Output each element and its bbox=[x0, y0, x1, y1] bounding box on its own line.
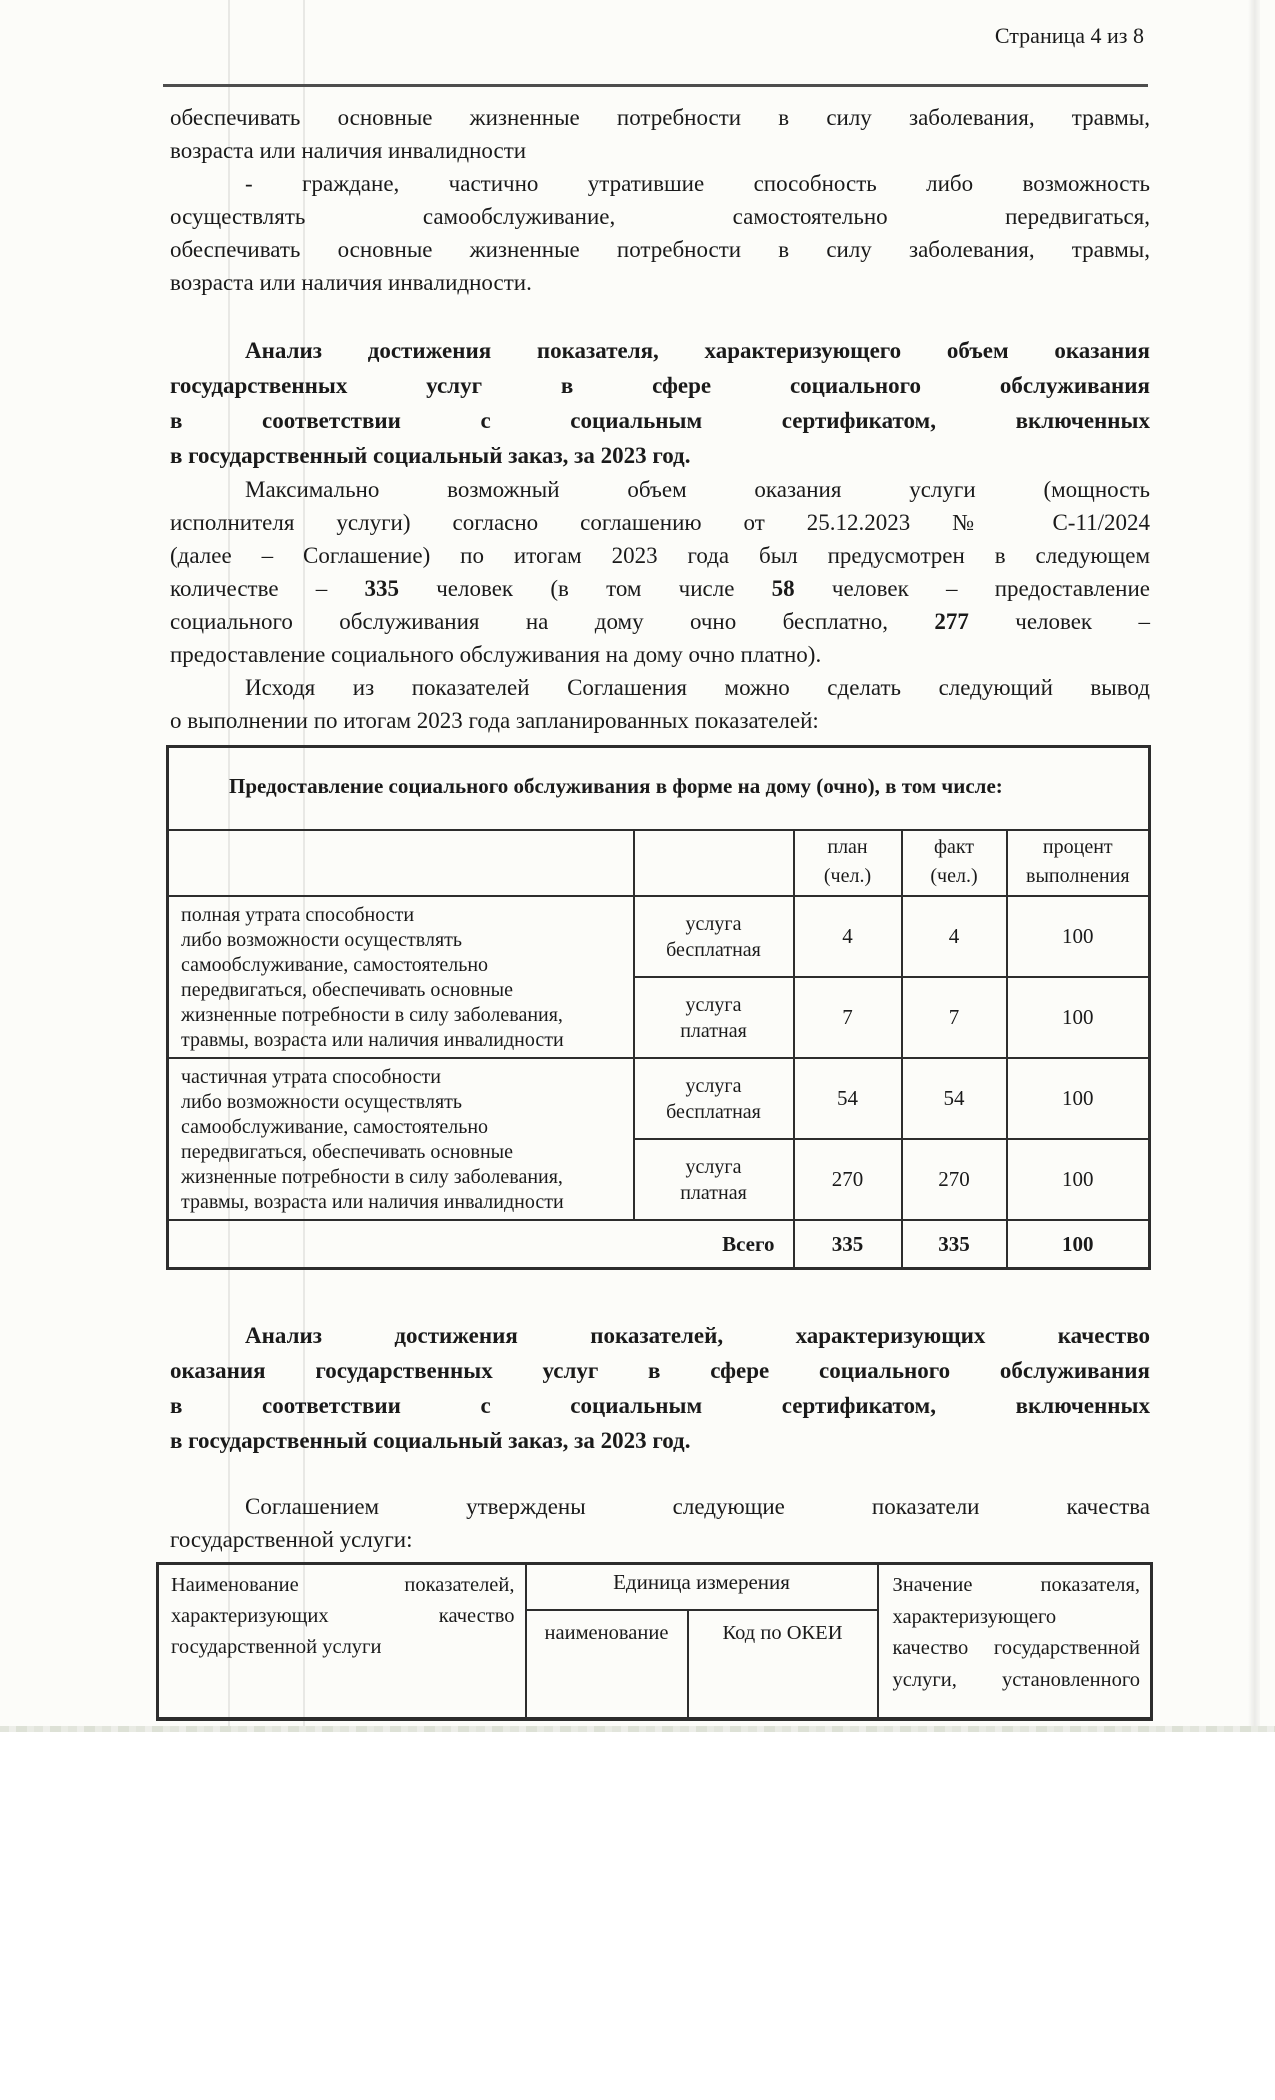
text-line: либо возможности осуществлять bbox=[181, 1091, 463, 1113]
section-heading-quality bbox=[170, 1318, 1150, 1458]
quality-table bbox=[156, 1562, 1153, 1721]
percent-value: 100 bbox=[1007, 896, 1150, 977]
page-content bbox=[170, 0, 1150, 1721]
text-line: обеспечивать основные жизненные потребности в силу заболевания, травмы, bbox=[170, 105, 1150, 130]
service-cell bbox=[634, 977, 794, 1058]
volume-table-header-row bbox=[168, 830, 1150, 896]
text-line: характеризующего bbox=[892, 1605, 1057, 1628]
volume-table-title-row bbox=[168, 747, 1150, 831]
text-line: план bbox=[827, 836, 868, 858]
page-number: Страница 4 из 8 bbox=[994, 23, 1144, 48]
header-divider-rule bbox=[163, 84, 1148, 87]
text-line: оказания государственных услуг в сфере социального обслуживания bbox=[170, 1358, 1150, 1383]
text-line: характеризующих качество bbox=[171, 1605, 515, 1627]
text-line: частичная утрата способности bbox=[181, 1066, 441, 1088]
volume-table bbox=[166, 745, 1151, 1270]
indicator-name-header-cell bbox=[158, 1564, 526, 1720]
text-line: самообслуживание, самостоятельно bbox=[181, 954, 489, 976]
plan-value: 7 bbox=[794, 977, 902, 1058]
text-line: Наименование показателей, bbox=[171, 1574, 515, 1596]
text-line: услуга bbox=[685, 912, 742, 935]
volume-table-title: Предоставление социального обслуживания в форме на дому (очно), в том числе: bbox=[168, 747, 1150, 831]
text-line: государственной услуги bbox=[171, 1636, 382, 1658]
quality-table-header-row bbox=[158, 1564, 1152, 1611]
text-line: платная bbox=[680, 1019, 747, 1042]
unit-name-subheader-cell: наименование bbox=[526, 1610, 688, 1719]
percent-value: 100 bbox=[1007, 977, 1150, 1058]
text-line: Исходя из показателей Соглашения можно сделать следующий вывод bbox=[245, 675, 1150, 700]
text-line: бесплатная bbox=[666, 938, 761, 961]
service-cell bbox=[634, 1058, 794, 1139]
header-category-cell bbox=[168, 830, 634, 896]
service-cell bbox=[634, 896, 794, 977]
service-cell bbox=[634, 1139, 794, 1220]
header-percent-cell bbox=[1007, 830, 1150, 896]
text-line: возраста или наличия инвалидности. bbox=[170, 270, 532, 295]
plan-value: 4 bbox=[794, 896, 902, 977]
text-line: услуга bbox=[685, 1155, 742, 1178]
volume-table-total-row bbox=[168, 1220, 1150, 1269]
total-fact-value: 335 bbox=[902, 1220, 1007, 1269]
text-line: передвигаться, обеспечивать основные bbox=[181, 1141, 513, 1163]
text-line: либо возможности осуществлять bbox=[181, 929, 463, 951]
unit-of-measure-header-cell: Единица измерения bbox=[526, 1564, 878, 1611]
text-line: исполнителя услуги) согласно соглашению от 25.12.2023 № С-11/2024 bbox=[170, 510, 1150, 535]
fact-value: 54 bbox=[902, 1058, 1007, 1139]
total-label: Всего bbox=[168, 1220, 794, 1269]
text-line: жизненные потребности в силу заболевания, bbox=[181, 1166, 563, 1188]
paper-bottom-edge bbox=[0, 1726, 1275, 1732]
text-line: государственной услуги: bbox=[170, 1527, 413, 1552]
text-line: качество государственной bbox=[892, 1637, 1140, 1659]
plan-value: 270 bbox=[794, 1139, 902, 1220]
header-fact-cell bbox=[902, 830, 1007, 896]
text-line: (чел.) bbox=[930, 865, 978, 887]
text-line: осуществлять самообслуживание, самостоятельно передвигаться, bbox=[170, 204, 1150, 229]
text-line: полная утрата способности bbox=[181, 904, 415, 926]
paragraph-needs-full bbox=[170, 101, 1150, 167]
text-line: травмы, возраста или наличия инвалидности bbox=[181, 1029, 564, 1051]
text-line: платная bbox=[680, 1181, 747, 1204]
plan-value: 54 bbox=[794, 1058, 902, 1139]
text-line: в соответствии с социальным сертификатом, включенных bbox=[170, 408, 1150, 433]
total-plan-value: 335 bbox=[794, 1220, 902, 1269]
indicator-value-header-cell bbox=[878, 1564, 1152, 1720]
percent-value: 100 bbox=[1007, 1139, 1150, 1220]
text-line: Анализ достижения показателей, характеризующих качество bbox=[245, 1323, 1150, 1348]
fact-value: 7 bbox=[902, 977, 1007, 1058]
category-cell-full-loss bbox=[168, 896, 634, 1058]
category-cell-partial-loss bbox=[168, 1058, 634, 1220]
text-line: Соглашением утверждены следующие показатели качества bbox=[245, 1494, 1150, 1519]
text-line: в государственный социальный заказ, за 2023 год. bbox=[170, 1428, 691, 1453]
header-plan-cell bbox=[794, 830, 902, 896]
okei-code-subheader-cell: Код по ОКЕИ bbox=[688, 1610, 878, 1719]
text-line: услуги, установленного bbox=[892, 1668, 1140, 1691]
text-line: в государственный социальный заказ, за 2023 год. bbox=[170, 443, 691, 468]
text-line: травмы, возраста или наличия инвалидности bbox=[181, 1191, 564, 1213]
text-line: передвигаться, обеспечивать основные bbox=[181, 979, 513, 1001]
section-heading-volume bbox=[170, 333, 1150, 473]
text-line: возраста или наличия инвалидности bbox=[170, 138, 527, 163]
scan-right-edge-shadow bbox=[1248, 0, 1260, 1728]
text-line: бесплатная bbox=[666, 1100, 761, 1123]
text-line: о выполнении по итогам 2023 года запланированных показателей: bbox=[170, 708, 819, 733]
paragraph-citizens-partial bbox=[170, 167, 1150, 299]
percent-value: 100 bbox=[1007, 1058, 1150, 1139]
text-line: государственных услуг в сфере социального обслуживания bbox=[170, 373, 1150, 398]
table-row bbox=[168, 1058, 1150, 1139]
text-line: процент bbox=[1042, 836, 1113, 858]
text-line: услуга bbox=[685, 1074, 742, 1097]
fact-value: 270 bbox=[902, 1139, 1007, 1220]
paragraph-conclusion-intro bbox=[170, 671, 1150, 737]
total-percent-value: 100 bbox=[1007, 1220, 1150, 1269]
text-line: предоставление социального обслуживания на дому очно платно). bbox=[170, 642, 822, 667]
text-line: Анализ достижения показателя, характеризующего объем оказания bbox=[245, 338, 1150, 363]
paragraph-quality-intro bbox=[170, 1490, 1150, 1556]
text-line: факт bbox=[933, 836, 975, 858]
text-line: социального обслуживания на дому очно бесплатно, 277 человек – bbox=[170, 609, 1150, 634]
fact-value: 4 bbox=[902, 896, 1007, 977]
text-line: обеспечивать основные жизненные потребности в силу заболевания, травмы, bbox=[170, 237, 1150, 262]
paragraph-max-volume bbox=[170, 473, 1150, 671]
text-line: в соответствии с социальным сертификатом, включенных bbox=[170, 1393, 1150, 1418]
text-line: количестве – 335 человек (в том числе 58 человек – предоставление bbox=[170, 576, 1151, 601]
text-line: - граждане, частично утратившие способность либо возможность bbox=[245, 171, 1150, 196]
table-row bbox=[168, 896, 1150, 977]
text-line: Значение показателя, bbox=[892, 1574, 1140, 1596]
text-line: жизненные потребности в силу заболевания, bbox=[181, 1004, 563, 1026]
text-line: самообслуживание, самостоятельно bbox=[181, 1116, 489, 1138]
text-line: Максимально возможный объем оказания услуги (мощность bbox=[245, 477, 1150, 502]
text-line: услуга bbox=[685, 993, 742, 1016]
header-service-cell bbox=[634, 830, 794, 896]
text-line: выполнения bbox=[1026, 865, 1130, 887]
text-line: (чел.) bbox=[823, 865, 872, 887]
text-line: (далее – Соглашение) по итогам 2023 года был предусмотрен в следующем bbox=[170, 543, 1150, 568]
